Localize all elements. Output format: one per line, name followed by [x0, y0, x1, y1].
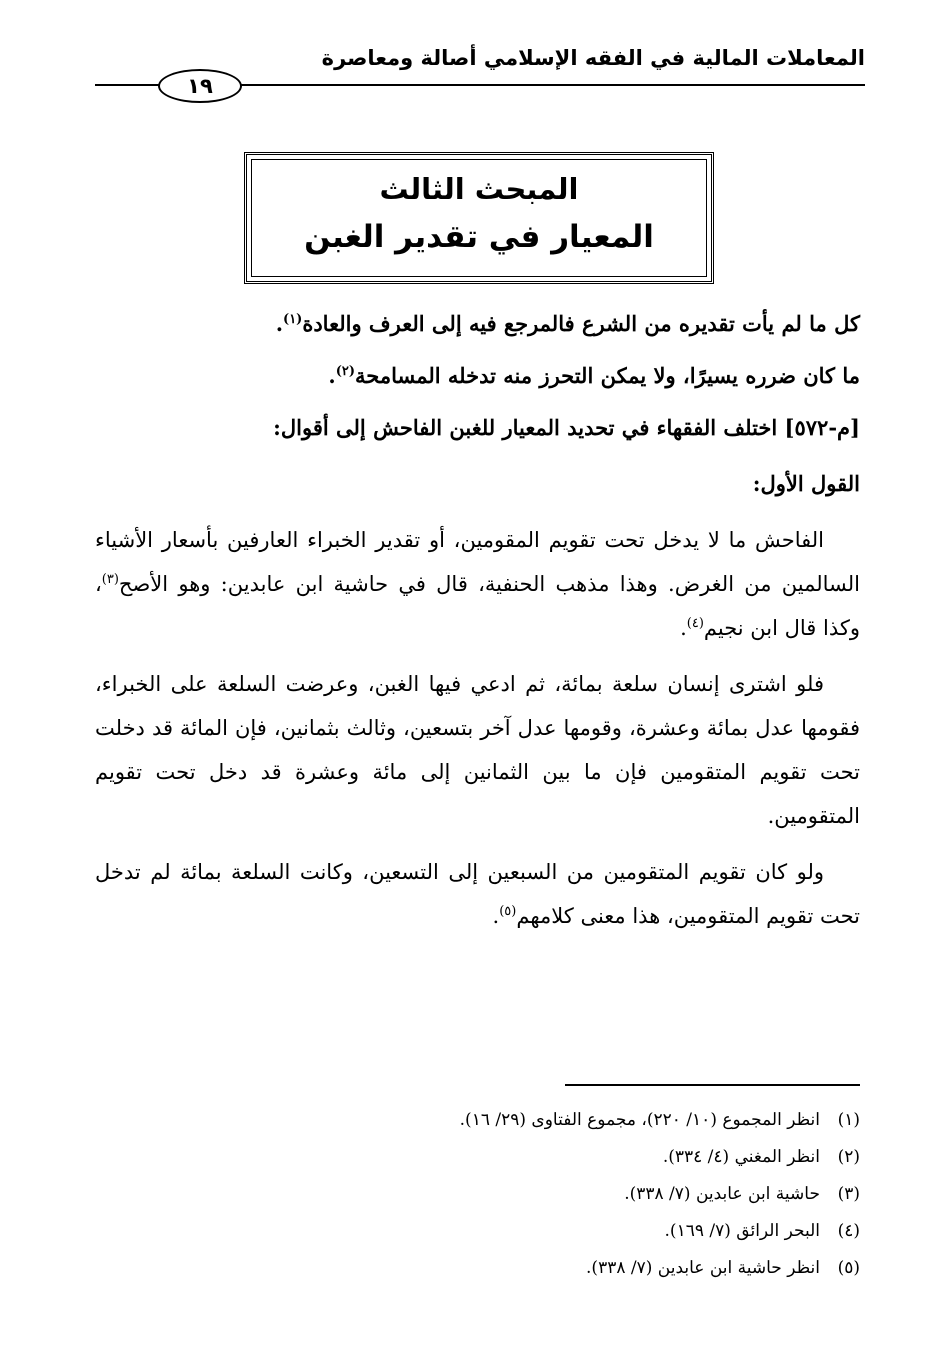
footnote-text: البحر الرائق (٧/ ١٦٩). — [664, 1221, 820, 1241]
body-text — [95, 302, 860, 950]
footnote-ref-2[interactable]: (٢) — [335, 364, 356, 379]
paragraph-2: فلو اشترى إنسان سلعة بمائة، ثم ادعي فيها الغبن، وعرضت السلعة على الخبراء، فقومها عدل بمائة وعشرة، وقومها عدل آخر بتسعين، وثالث بثمانين، فإن المائة قد دخلت تحت تقويم المتقومين فإن ما بين الثمانين إلى مائة وعشرة قد دخل تحت تقويم المتقومين. — [95, 672, 860, 828]
footnote-2 — [160, 1139, 860, 1176]
footnote-3 — [160, 1176, 860, 1213]
section-title: المعيار في تقدير الغبن — [304, 219, 654, 255]
footnote-divider — [565, 1084, 860, 1086]
page-number: ١٩ — [158, 69, 242, 103]
paragraph-3-end: . — [492, 904, 500, 928]
footnote-ref-3[interactable]: (٣) — [101, 572, 119, 587]
paragraph-3-text: ولو كان تقويم المتقومين من السبعين إلى التسعين، وكانت السلعة بمائة لم تدخل تحت تقويم المتقومين، هذا معنى كلامهم — [95, 860, 860, 928]
paragraph-1-text: الفاحش ما لا يدخل تحت تقويم المقومين، أو تقدير الخبراء العارفين بأسعار الأشياء السالمين من الغرض. وهذا مذهب الحنفية، قال في حاشية ابن عابدين: وهو الأصح — [95, 528, 860, 596]
rule-2-end: . — [328, 363, 336, 388]
footnote-number: (٥) — [837, 1258, 860, 1278]
first-opinion-heading: القول الأول: — [752, 471, 860, 496]
page-header — [95, 40, 865, 100]
footnote-number: (٣) — [837, 1184, 860, 1204]
rule-1-end: . — [275, 311, 284, 336]
footnote-4 — [160, 1213, 860, 1250]
rule-1-text: كل ما لم يأت تقديره من الشرع فالمرجع فيه إلى العرف والعادة — [302, 311, 860, 336]
footnotes — [160, 1102, 860, 1287]
footnote-text: انظر المغني (٤/ ٣٣٤). — [662, 1147, 820, 1167]
paragraph-1 — [95, 518, 860, 650]
footnote-5 — [160, 1250, 860, 1287]
rule-2 — [95, 354, 860, 398]
paragraph-1-end: . — [680, 616, 687, 640]
footnote-number: (٤) — [837, 1221, 860, 1241]
rule-2-text: ما كان ضرره يسيرًا، ولا يمكن التحرز منه تدخله المسامحة — [355, 363, 860, 388]
footnote-number: (٢) — [837, 1147, 860, 1167]
intro-paragraph: [م-٥٧٢] اختلف الفقهاء في تحديد المعيار للغبن الفاحش إلى أقوال: — [273, 415, 860, 440]
footnote-ref-4[interactable]: (٤) — [686, 616, 704, 631]
section-label: المبحث الثالث — [379, 172, 579, 206]
paragraph-3 — [95, 850, 860, 938]
footnote-number: (١) — [837, 1110, 860, 1130]
chapter-title-box — [244, 152, 714, 284]
footnote-1 — [160, 1102, 860, 1139]
footnote-text: انظر حاشية ابن عابدين (٧/ ٣٣٨). — [586, 1258, 820, 1278]
book-title: المعاملات المالية في الفقه الإسلامي أصالة ومعاصرة — [321, 46, 865, 70]
footnote-text: انظر المجموع (١٠/ ٢٢٠)، مجموع الفتاوى (٢٩/ ١٦). — [459, 1110, 820, 1130]
footnote-text: حاشية ابن عابدين (٧/ ٣٣٨). — [624, 1184, 820, 1204]
paragraph-1-middle: ، وكذا قال ابن نجيم — [95, 572, 860, 640]
rule-1 — [95, 302, 860, 346]
footnote-ref-5[interactable]: (٥) — [499, 904, 517, 919]
footnote-ref-1[interactable]: (١) — [283, 312, 303, 327]
